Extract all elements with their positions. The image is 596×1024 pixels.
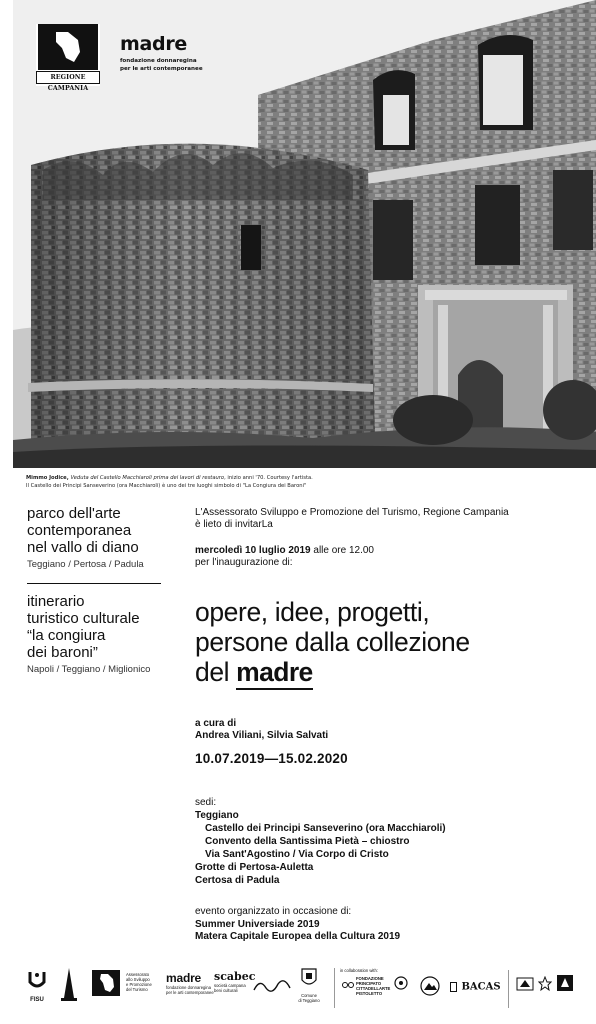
collaboration-label: in collaboration with:	[340, 968, 378, 973]
assessorato-text	[126, 972, 152, 992]
assessorato-line: allo Sviluppo	[126, 977, 150, 982]
ministry-logo-3	[556, 974, 574, 997]
left-divider	[27, 583, 161, 584]
inauguration-info	[195, 545, 585, 569]
assessorato-line: Assessorato	[126, 972, 150, 977]
pistoletto-line: FONDAZIONE	[356, 976, 384, 981]
inauguration-date: mercoledì 10 luglio 2019	[195, 545, 311, 556]
comune-line: Comune	[301, 993, 317, 998]
itinerary-title-line: dei baroni”	[27, 644, 98, 661]
invitation-line1: L'Assessorato Sviluppo e Promozione del Turismo, Regione Campania	[195, 507, 509, 518]
caption-title: Veduta del Castello Macchiaroli prima dei lavori di restauro	[70, 475, 225, 481]
madre-sub-line2: per le arti contemporanee	[120, 65, 203, 72]
venue-item: Certosa di Padula	[195, 875, 280, 886]
pistoletto-logo	[342, 978, 354, 996]
inauguration-label: per l'inaugurazione di:	[195, 557, 293, 568]
regione-campania-small-logo	[92, 970, 120, 996]
comune-line: di Teggiano	[298, 998, 320, 1003]
bacas-icon	[450, 982, 457, 992]
event-block	[195, 906, 400, 944]
hero-photo	[13, 0, 596, 468]
exhibition-title-line3: del	[195, 657, 237, 687]
region-map-small-icon	[92, 970, 120, 996]
venues-block	[195, 796, 446, 887]
venue-item: Grotte di Pertosa-Auletta	[195, 862, 314, 873]
scabec-sub-line: beni culturali	[214, 988, 238, 993]
exhibition-title	[195, 597, 585, 687]
itinerary-title-line: itinerario	[27, 593, 85, 610]
pistoletto-text	[356, 976, 390, 996]
caption-rest: , inizio anni '70. Courtesy l'artista.	[224, 475, 313, 481]
venue-item: Castello dei Principi Sanseverino (ora Macchiaroli)	[205, 823, 446, 834]
exhibition-title-line2: persone dalla collezione	[195, 627, 470, 657]
salerno-logo	[252, 976, 292, 1001]
ministry-logo-1	[516, 976, 534, 997]
sponsor-logos	[0, 966, 596, 1016]
pistoletto-icon	[342, 979, 354, 991]
pistoletto-line: PRINCIPATO	[356, 981, 382, 986]
caption-author: Mimmo Jodice,	[26, 475, 71, 481]
region-map-icon	[54, 30, 82, 64]
madre-small-sub: fondazione donnaregina per le arti contemporanee	[166, 985, 214, 995]
pistoletto-line: CITTADELLARTE	[356, 986, 391, 991]
salerno-icon	[252, 976, 292, 996]
park-places: Teggiano / Pertosa / Padula	[27, 559, 144, 570]
caption-line2: Il Castello dei Principi Sanseverino (ora Macchiaroli) è uno dei tre luoghi simbolo di "La Congiura dei Baroni"	[26, 483, 307, 489]
ministry-icon	[516, 976, 534, 992]
ministry-logo-2	[538, 976, 552, 997]
itinerary-places: Napoli / Teggiano / Miglionico	[27, 664, 151, 675]
itinerary-title-line: turistico culturale	[27, 610, 140, 627]
invitation-line2: è lieto di invitarLa	[195, 519, 273, 530]
coat-of-arms-icon	[301, 968, 317, 988]
exhibition-title-madre: madre	[236, 657, 313, 690]
castle-illustration	[13, 0, 596, 468]
curators-label: a cura di	[195, 718, 237, 729]
mountain-emblem-icon	[420, 976, 440, 996]
park-title	[27, 505, 177, 556]
event-line2: Matera Capitale Europea della Cultura 2019	[195, 931, 401, 942]
pistoletto-line: PISTOLETTO	[356, 991, 383, 996]
left-column	[27, 505, 177, 675]
right-column	[195, 507, 585, 942]
fisu-label: FISU	[30, 997, 44, 1003]
star-emblem-icon	[538, 976, 552, 992]
assessorato-line: e Promozione	[126, 982, 152, 987]
universiade-icon	[58, 968, 80, 1002]
venue-item: Convento della Santissima Pietà – chiostro	[205, 836, 410, 847]
curators-names: Andrea Viliani, Silvia Salvati	[195, 730, 329, 741]
institution-icon	[556, 974, 574, 992]
inauguration-time: alle ore 12.00	[310, 545, 374, 556]
scabec-sub-line: società campana	[214, 983, 246, 988]
bacas-logo	[450, 978, 501, 996]
madre-sub-line1: fondazione donnaregina	[120, 58, 197, 64]
round-emblem-icon	[394, 976, 408, 990]
event-line1: Summer Universiade 2019	[195, 918, 320, 930]
park-title-line: nel vallo di diano	[27, 539, 139, 556]
venue-item: Teggiano	[195, 810, 239, 821]
curators-block	[195, 718, 328, 742]
venue-item: Via Sant'Agostino / Via Corpo di Cristo	[205, 849, 389, 860]
partner-round-logo-2	[420, 976, 440, 1001]
assessorato-line: del Turismo	[126, 987, 148, 992]
exhibition-dates: 10.07.2019—15.02.2020	[195, 751, 348, 766]
photo-caption	[26, 474, 313, 490]
footer-divider	[334, 968, 335, 1008]
fisu-logo	[26, 970, 48, 1003]
bacas-word: BACAS	[461, 981, 501, 993]
itinerary-title-line: “la congiura	[27, 627, 106, 644]
regione-campania-logo	[36, 24, 100, 92]
scabec-logo	[214, 970, 255, 993]
comune-teggiano-logo	[296, 968, 322, 1003]
park-title-line: contemporanea	[27, 522, 132, 539]
regione-campania-emblem	[38, 24, 98, 70]
madre-wordmark: madre	[120, 33, 187, 55]
scabec-word: scabec	[214, 970, 256, 983]
madre-logo	[120, 34, 203, 73]
madre-small-word: madre	[166, 971, 202, 985]
footer-divider-2	[508, 970, 509, 1008]
regione-campania-label: REGIONE CAMPANIA	[36, 71, 100, 84]
partner-round-logo-1	[394, 976, 408, 995]
venues-label: sedi:	[195, 797, 217, 808]
park-title-line: parco dell'arte	[27, 505, 121, 522]
event-label: evento organizzato in occasione di:	[195, 906, 352, 917]
madre-small-logo	[166, 971, 214, 995]
itinerary-title	[27, 593, 177, 661]
exhibition-title-line1: opere, idee, progetti,	[195, 597, 430, 627]
invitation-text	[195, 507, 585, 531]
fisu-icon	[28, 970, 46, 992]
universiade-logo	[58, 968, 80, 1007]
